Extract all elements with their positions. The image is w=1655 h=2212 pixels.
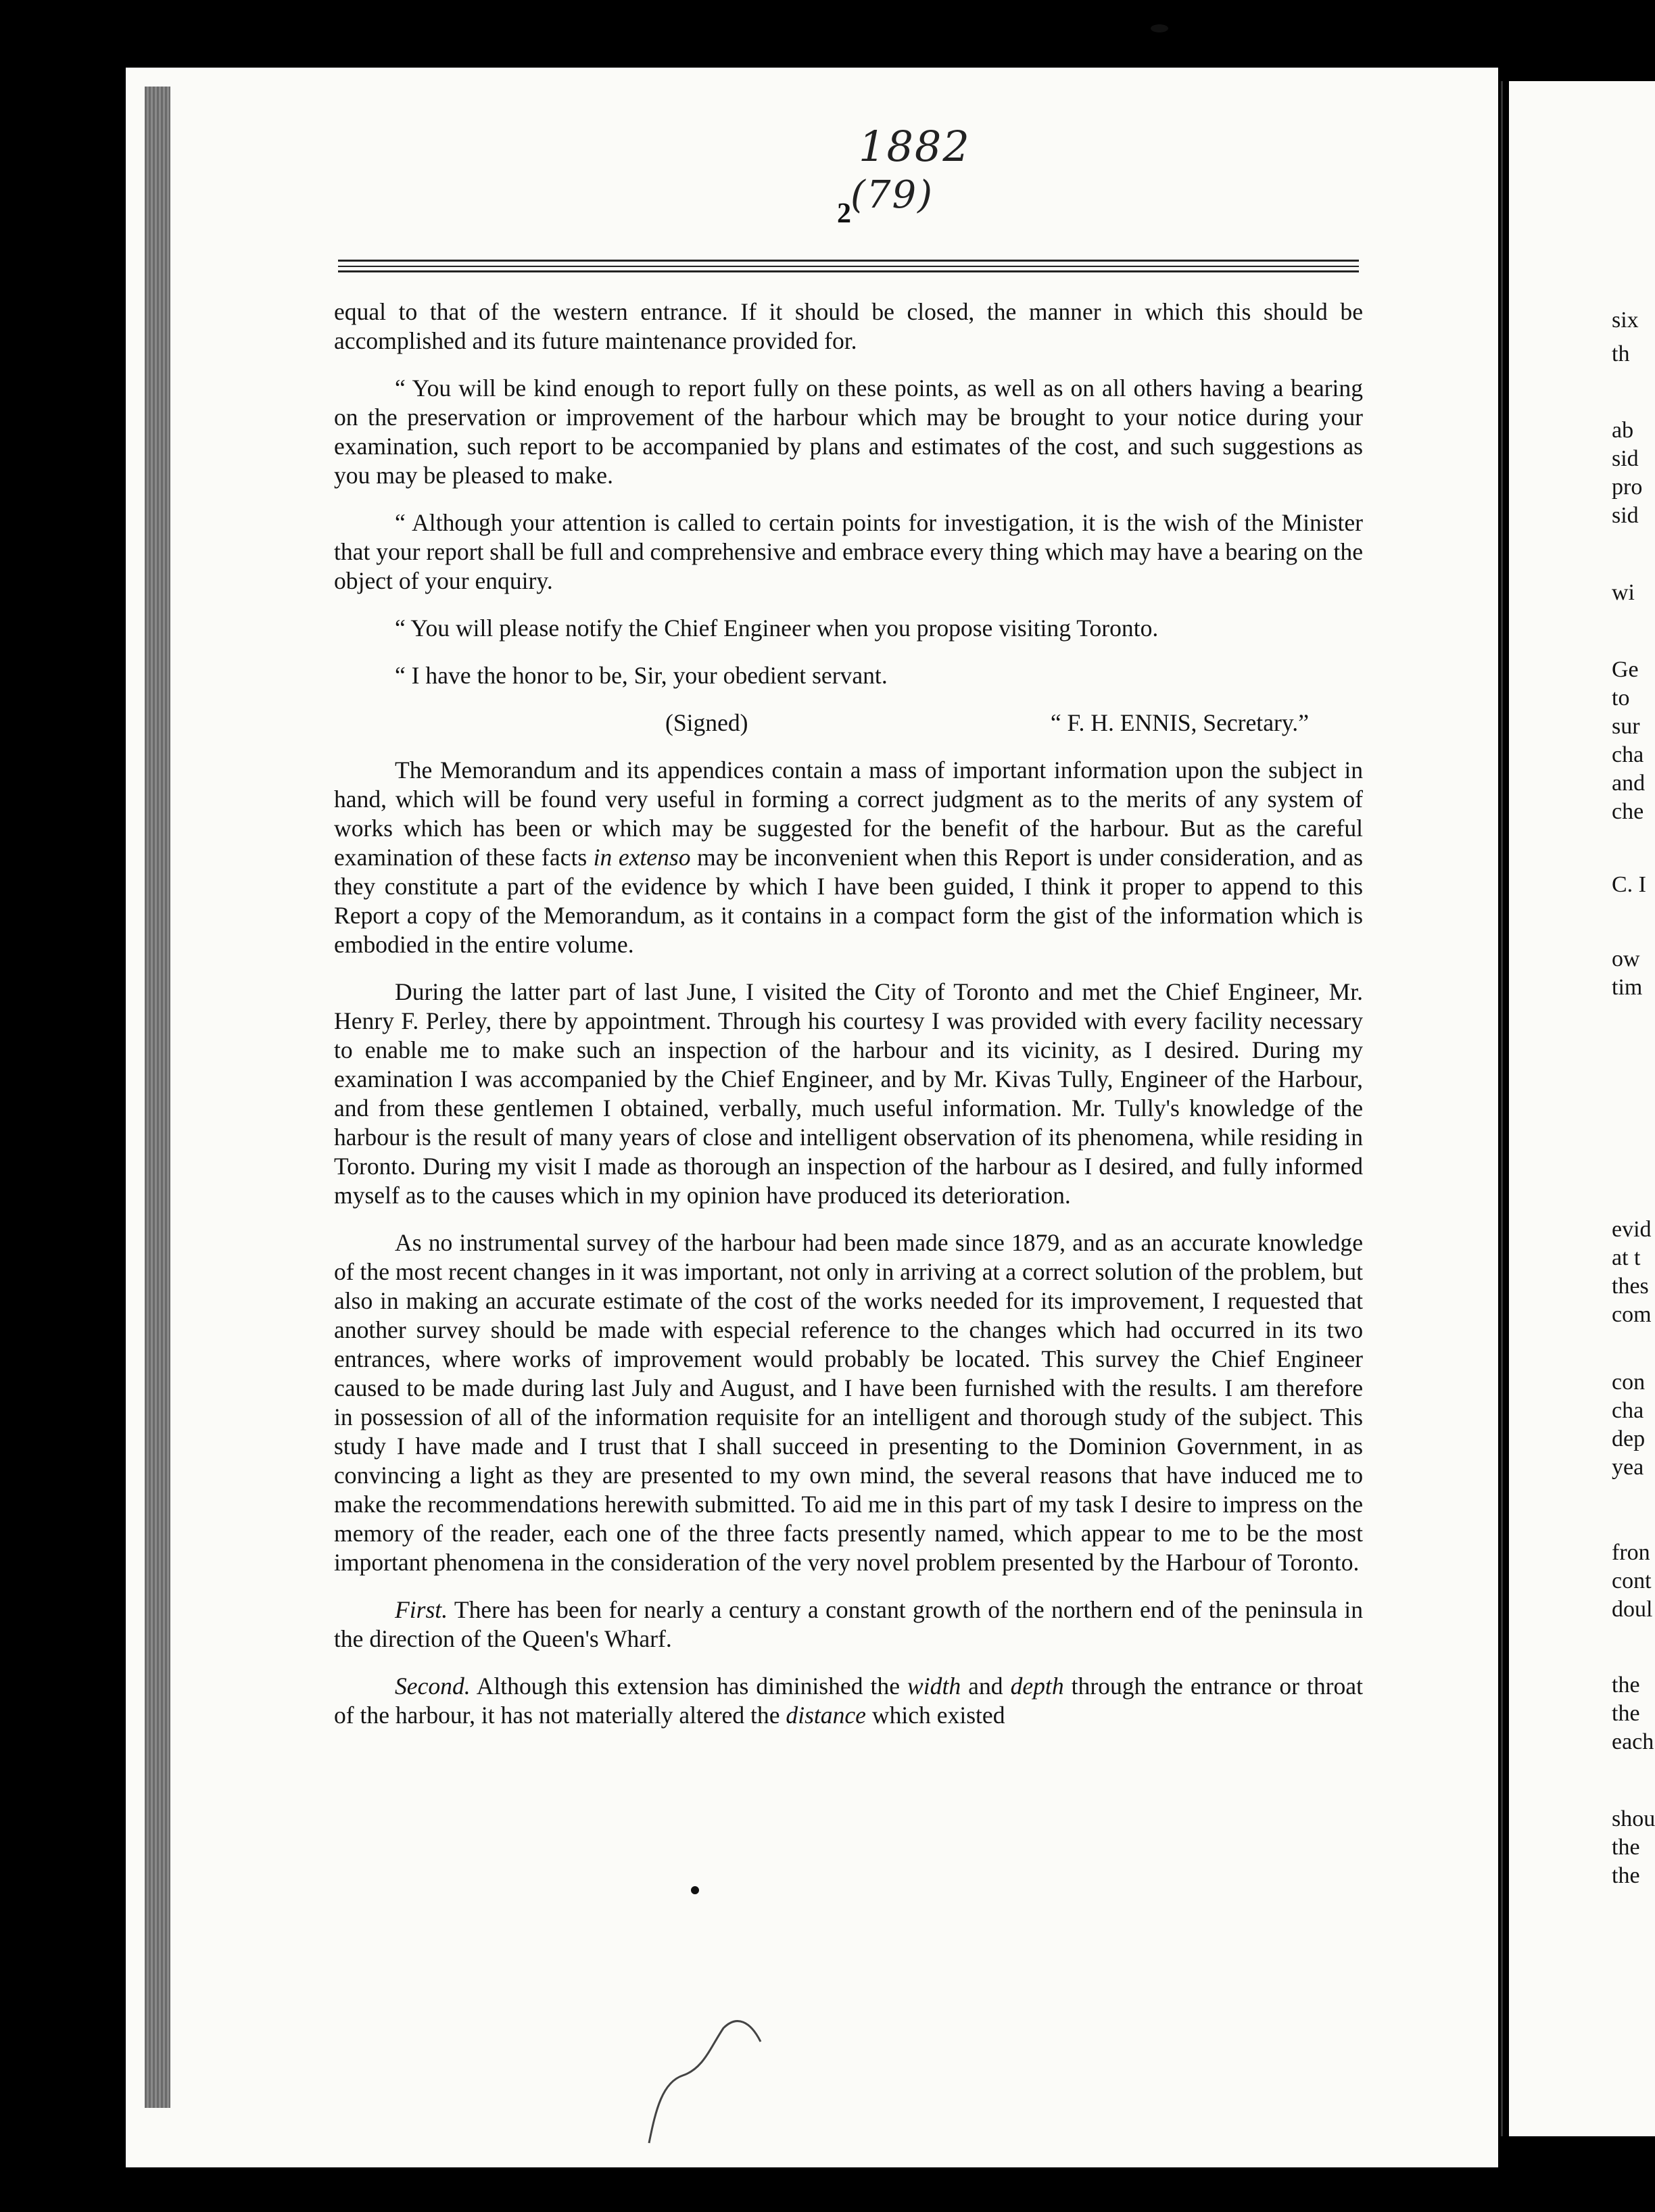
adjacent-page-fragment: six: [1612, 308, 1639, 333]
header-rule-top: [338, 260, 1359, 262]
page-edge: [1501, 81, 1503, 2136]
adjacent-page-fragment: the: [1612, 1673, 1640, 1698]
adjacent-page-fragment: sid: [1612, 503, 1639, 528]
paragraph-minister-wish: “ Although your attention is called to certain points for investigation, it is the wish of the Minister that your report shall be full and comprehensive and embrace every thing which may have a bearing on the object of your enquiry.: [334, 509, 1363, 594]
signatory-name: “ F. H. ENNIS, Secretary.”: [1050, 709, 1309, 736]
page-spine-shadow: [145, 87, 170, 2108]
paragraph-closing: “ I have the honor to be, Sir, your obedient servant.: [395, 662, 888, 689]
adjacent-page-fragment: ow: [1612, 946, 1640, 971]
adjacent-page-fragment: cha: [1612, 1398, 1644, 1423]
paragraph-report-request: “ You will be kind enough to report fully on these points, as well as on all others having a bearing on the preservation or improvement of the harbour which may be brought to your notice during your examination, such report to be accompanied by plans and estimates of the cost, and such suggestions as you may be pleased to make.: [334, 375, 1363, 489]
paragraph-first-fact: First. There has been for nearly a century a constant growth of the northern end of the peninsula in the direction of the Queen's Wharf.: [334, 1596, 1363, 1652]
adjacent-page-fragment: sur: [1612, 714, 1640, 739]
adjacent-page-fragment: yea: [1612, 1455, 1644, 1480]
adjacent-page-fragment: the: [1612, 1863, 1640, 1888]
handwritten-year: 1882: [859, 122, 971, 171]
adjacent-page-fragment: the: [1612, 1835, 1640, 1860]
paragraph-memorandum: The Memorandum and its appendices contain a mass of important information upon the subject in hand, which will be found very useful in forming a correct judgment as to the merits of any system of works which has been or which may be suggested for the benefit of the harbour. But as the careful examination of these facts in extenso may be inconvenient when this Report is under consideration, and as they constitute a part of the evidence by which I have been guided, I think it proper to append to this Report a copy of the Memorandum, as it contains in a compact form the gist of the information which is embodied in the entire volume.: [334, 756, 1363, 958]
adjacent-page-fragment: to: [1612, 686, 1630, 711]
adjacent-page-fragment: doul: [1612, 1597, 1653, 1622]
signature-line: [334, 708, 1363, 738]
adjacent-page-fragment: wi: [1612, 580, 1635, 605]
handwritten-number: (79): [850, 173, 934, 217]
adjacent-page-fragment: and: [1612, 771, 1646, 796]
adjacent-page-fragment: th: [1612, 341, 1630, 366]
adjacent-page-fragment: thes: [1612, 1274, 1649, 1299]
adjacent-page-fragment: C. I: [1612, 872, 1646, 897]
adjacent-page-fragment: ab: [1612, 418, 1634, 443]
signed-label: (Signed): [665, 709, 748, 736]
adjacent-page-fragment: sid: [1612, 446, 1639, 471]
adjacent-page-fragment: each: [1612, 1729, 1654, 1754]
adjacent-page-fragment: shou: [1612, 1806, 1655, 1831]
paragraph-survey: As no instrumental survey of the harbour had been made since 1879, and as an accurate knowledge of the most recent changes in it was important, not only in arriving at a correct solution of the problem, but also in making an accurate estimate of the cost of the works needed for its improvement, I requested that another survey should be made with especial reference to the changes which had occurred in its two entrances, where works of improvement would probably be located. This survey the Chief Engineer caused to be made during last July and August, and I have been furnished with the results. I am therefore in possession of all of the information requisite for an intelligent and thorough study of the subject. This study I have made and I trust that I shall succeed in presenting to the Dominion Government, in as convincing a light as they are presented to my own mind, the several reasons that have induced me to make the recommendations herewith submitted. To aid me in this part of my task I desire to impress on the memory of the reader, each one of the three facts presently named, which appear to me to be the most important phenomena in the consideration of the very novel problem presented by the Harbour of Toronto.: [334, 1229, 1363, 1576]
header-rule-middle: [338, 266, 1359, 267]
adjacent-page-fragment: che: [1612, 799, 1644, 824]
scan-debris: [642, 1947, 791, 2150]
paragraph-continuation: equal to that of the western entrance. If it should be closed, the manner in which this should be accomplished and its future maintenance provided for.: [334, 298, 1363, 354]
adjacent-page-fragment: com: [1612, 1302, 1652, 1327]
adjacent-page-fragment: Ge: [1612, 657, 1639, 682]
header-rule-bottom: [338, 270, 1359, 272]
adjacent-page-fragment: cha: [1612, 742, 1644, 767]
paragraph-visit: During the latter part of last June, I visited the City of Toronto and met the Chief Engineer, Mr. Henry F. Perley, there by appointment. Through his courtesy I was provided with every facility necessary to enable me to make such an inspection of the harbour and its vicinity, as I desired. During my examination I was accompanied by the Chief Engineer, and by Mr. Kivas Tully, Engineer of the Harbour, and from these gentlemen I obtained, verbally, much useful information. Mr. Tully's knowledge of the harbour is the result of many years of close and intelligent observation of its phenomena, while residing in Toronto. During my visit I made as thorough an inspection of the harbour as I desired, and fully informed myself as to the causes which in my opinion have produced its deterioration.: [334, 978, 1363, 1209]
adjacent-page-fragment: at t: [1612, 1245, 1641, 1270]
page-number: 2: [837, 198, 851, 229]
scan-speck: [1151, 24, 1168, 32]
adjacent-page-fragment: cont: [1612, 1568, 1652, 1593]
scan-speck: [691, 1886, 699, 1894]
adjacent-page-fragment: pro: [1612, 475, 1643, 500]
adjacent-page-fragment: con: [1612, 1370, 1646, 1395]
adjacent-page-fragment: tim: [1612, 975, 1643, 1000]
adjacent-page-fragment: fron: [1612, 1540, 1650, 1565]
adjacent-page-fragment: dep: [1612, 1426, 1646, 1451]
paragraph-notify: “ You will please notify the Chief Engineer when you propose visiting Toronto.: [395, 615, 1159, 642]
paragraph-second-fact: Second. Although this extension has diminished the width and depth through the entrance or throat of the harbour, it has not materially altered the distance which existed: [334, 1673, 1363, 1729]
adjacent-page-fragment: the: [1612, 1701, 1640, 1726]
document-body: [334, 297, 1363, 1748]
adjacent-page-fragment: evid: [1612, 1217, 1652, 1242]
